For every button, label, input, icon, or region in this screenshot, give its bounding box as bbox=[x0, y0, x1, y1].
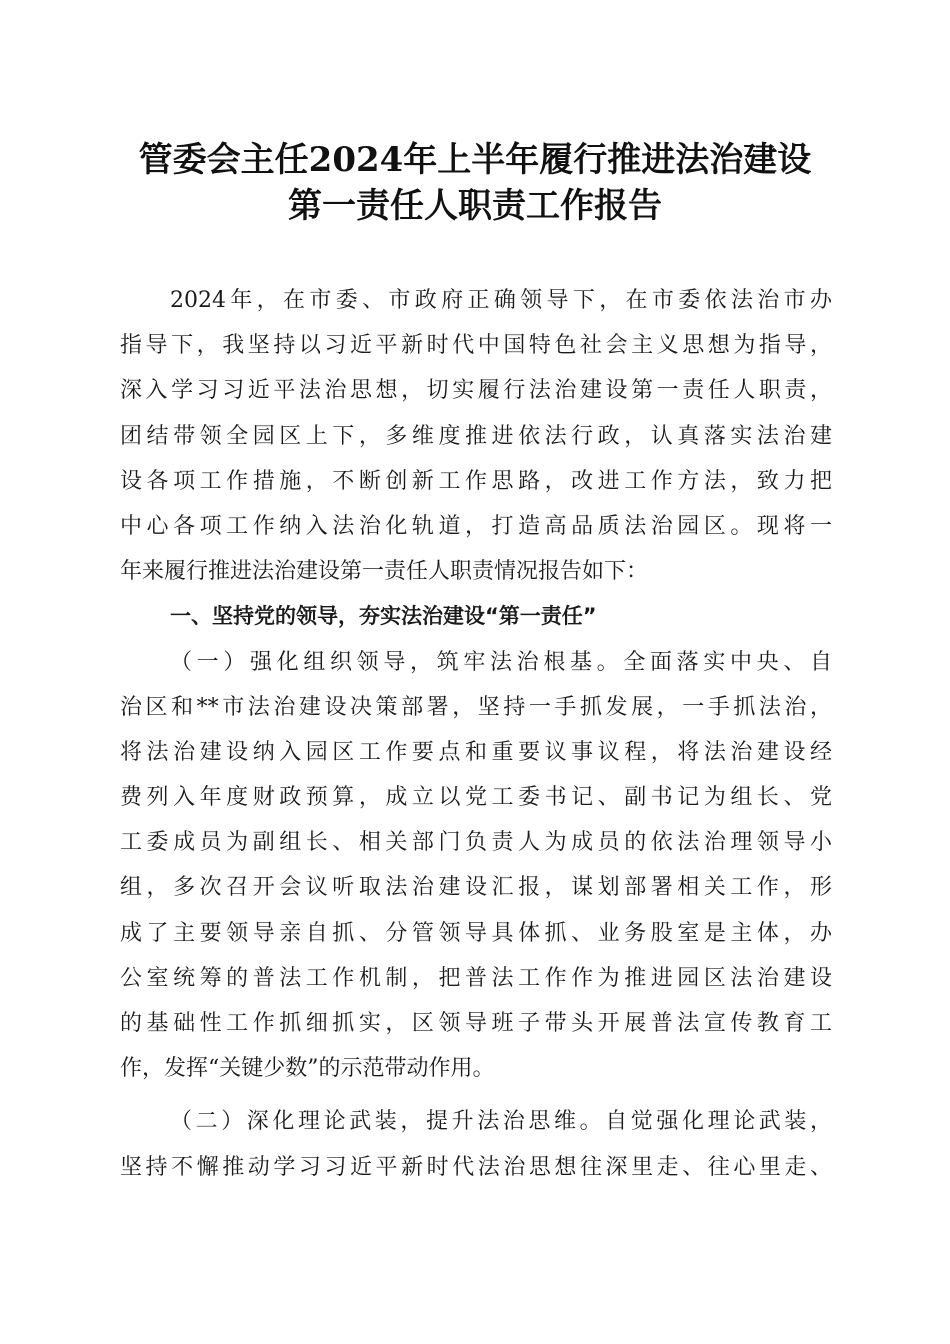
text-line: 费列入年度财政预算，成立以党工委书记、副书记为组长、党 bbox=[120, 785, 832, 811]
text-line: 坚持不懈推动学习习近平新时代法治思想往深里走、往心里走、 bbox=[120, 1154, 832, 1180]
text-line: 治区和**市法治建设决策部署，坚持一手抓发展，一手抓法治， bbox=[120, 694, 832, 720]
text-line: 年来履行推进法治建设第一责任人职责情况报告如下： bbox=[120, 559, 649, 585]
document-body bbox=[120, 278, 832, 1190]
section-heading-1: 一、坚持党的领导，夯实法治建设“第一责任” bbox=[170, 604, 597, 629]
text-line: 将法治建设纳入园区工作要点和重要议事议程，将法治建设经 bbox=[120, 739, 832, 765]
text-line: 公室统筹的普法工作机制，把普法工作作为推进园区法治建设 bbox=[120, 965, 832, 991]
text-line: 2024年，在市委、市政府正确领导下，在市委依法治市办 bbox=[170, 288, 832, 313]
paragraph-gap bbox=[120, 1091, 832, 1099]
text-line: 成了主要领导亲自抓、分管领导具体抓、业务股室是主体，办 bbox=[120, 920, 832, 946]
text-line: 设各项工作措施，不断创新工作思路，改进工作方法，致力把 bbox=[120, 468, 832, 494]
subsection-1-paragraph bbox=[120, 640, 832, 1092]
text-line: 团结带领全园区上下，多维度推进依法行政，认真落实法治建 bbox=[120, 423, 832, 449]
text-line: （二）深化理论武装，提升法治思维。自觉强化理论武装， bbox=[170, 1109, 832, 1135]
text-line: （一）强化组织领导，筑牢法治根基。全面落实中央、自 bbox=[170, 649, 832, 675]
text-line: 指导下，我坚持以习近平新时代中国特色社会主义思想为指导， bbox=[120, 333, 832, 359]
text-line: 组，多次召开会议听取法治建设汇报，谋划部署相关工作，形 bbox=[120, 875, 832, 901]
text-line: 中心各项工作纳入法治化轨道，打造高品质法治园区。现将一 bbox=[120, 513, 832, 539]
subsection-2-paragraph bbox=[120, 1099, 832, 1189]
text-line: 作，发挥“关键少数”的示范带动作用。 bbox=[120, 1056, 495, 1082]
document-title-line-2: 第一责任人职责工作报告 bbox=[288, 186, 662, 226]
document-title-line-1: 管委会主任2024年上半年履行推进法治建设 bbox=[138, 140, 812, 180]
text-line: 深入学习习近平法治思想，切实履行法治建设第一责任人职责， bbox=[120, 378, 832, 404]
text-line: 工委成员为副组长、相关部门负责人为成员的依法治理领导小 bbox=[120, 830, 832, 856]
intro-paragraph bbox=[120, 278, 832, 594]
text-line: 的基础性工作抓细抓实，区领导班子带头开展普法宣传教育工 bbox=[120, 1011, 832, 1036]
